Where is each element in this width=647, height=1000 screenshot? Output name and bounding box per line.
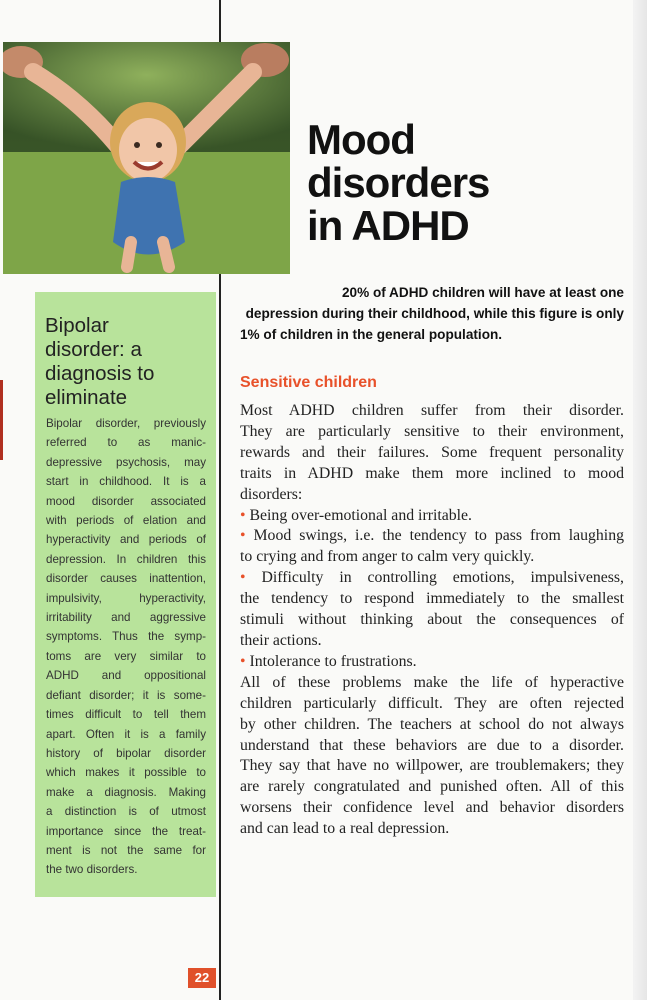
bullet-line <box>240 526 624 547</box>
sidebar-line: defiant disorder; it is some- <box>46 688 206 702</box>
child-swinging-photo <box>3 42 290 274</box>
page-number: 22 <box>188 968 216 988</box>
bullet-text: Difficulty in controlling emotions, impulsiveness, <box>261 569 624 587</box>
body-line: the tendency to respond immediately to the smallest <box>240 590 624 608</box>
body-line: and can lead to a real depression. <box>240 820 450 838</box>
sidebar-line: start in childhood. It is a <box>46 475 206 489</box>
sidebar-title <box>45 314 215 410</box>
body-line: rewards and their failures. Some frequent personality <box>240 443 624 461</box>
bullet-line <box>240 652 624 673</box>
intro-line: 20% of ADHD children will have at least one <box>341 285 624 300</box>
sidebar-line: hyperactivity and periods of <box>46 533 206 547</box>
sidebar-line: disorder causes inattention, <box>46 572 206 586</box>
sidebar-box <box>35 292 216 897</box>
body-line: worsens their confidence level and behavior disorders <box>240 799 624 817</box>
bullet-icon: • <box>240 527 246 545</box>
sidebar-title-line: diagnosis to <box>45 362 155 385</box>
sidebar-line: referred to as manic- <box>46 436 206 450</box>
sidebar-line: impulsivity, hyperactivity, <box>46 591 206 605</box>
bullet-icon: • <box>240 652 246 670</box>
sidebar-line: which makes it possible to <box>46 766 206 780</box>
sidebar-title-line: disorder: a <box>45 338 142 361</box>
sidebar-line: make a diagnosis. Making <box>46 785 206 799</box>
sidebar-line: times difficult to tell them <box>46 708 206 722</box>
sidebar-line: irritability and aggressive <box>46 611 206 625</box>
sidebar-line: symptoms. Thus the symp- <box>46 630 206 644</box>
sidebar-title-line: eliminate <box>45 386 128 409</box>
bullet-text: Intolerance to frustrations. <box>249 652 417 670</box>
bullet-icon: • <box>240 506 246 524</box>
intro-line: depression during their childhood, while this figure is only <box>245 306 624 321</box>
sidebar-line: depression. In children this <box>46 552 206 566</box>
section-body <box>240 401 624 840</box>
photo-illustration <box>3 42 290 274</box>
sidebar-line: a distinction is of utmost <box>46 805 206 819</box>
intro-line: 1% of children in the general population. <box>240 327 503 342</box>
page-title <box>307 118 627 247</box>
body-line: are rarely congratulated and punished often. All of this <box>240 778 624 796</box>
body-line: They are particularly sensitive to their environment, <box>240 422 624 440</box>
body-line: understand that these behaviors are due to a disorder. <box>240 736 624 754</box>
sidebar-title-line: Bipolar <box>45 314 109 337</box>
sidebar-body <box>46 414 206 880</box>
bullet-line <box>240 568 624 589</box>
body-line: by other children. The teachers at school do not always <box>240 715 624 733</box>
bullet-line <box>240 506 624 527</box>
sidebar-line: importance since the treat- <box>46 824 206 838</box>
body-line: They say that have no willpower, are troublemakers; they <box>240 757 624 775</box>
sidebar-line: ADHD and oppositional <box>46 669 206 683</box>
title-line: in ADHD <box>307 202 469 249</box>
body-line: stimuli without thinking about the consequences of <box>240 611 624 629</box>
body-line: Most ADHD children suffer from their disorder. <box>240 402 624 419</box>
bullet-text: Being over-emotional and irritable. <box>249 506 473 524</box>
intro-paragraph <box>240 282 624 345</box>
sidebar-line: toms are very similar to <box>46 649 206 663</box>
sidebar-line: ment is not the same for <box>46 843 206 857</box>
sidebar-line: history of bipolar disorder <box>46 746 206 760</box>
body-line: All of these problems make the life of hyperactive <box>240 673 624 691</box>
sidebar-line: mood disorder associated <box>46 494 206 508</box>
title-line: disorders <box>307 159 490 206</box>
sidebar-line: apart. Often it is a family <box>46 727 206 741</box>
body-line: traits in ADHD make them more inclined to mood <box>240 464 624 482</box>
section-heading: Sensitive children <box>240 374 377 391</box>
sidebar-line: the two disorders. <box>46 863 138 877</box>
title-line: Mood <box>307 116 415 163</box>
sidebar-line: with periods of elation and <box>46 514 206 528</box>
bullet-icon: • <box>240 569 246 587</box>
bullet-text: Mood swings, i.e. the tendency to pass from laughing <box>253 527 624 545</box>
body-line: to crying and from anger to calm very quickly. <box>240 548 535 566</box>
body-line: disorders: <box>240 485 303 503</box>
body-line: children particularly difficult. They are often rejected <box>240 694 624 712</box>
body-line: their actions. <box>240 631 322 649</box>
sidebar-line: Bipolar disorder, previously <box>46 417 206 430</box>
sidebar-line: depressive psychosis, may <box>46 455 206 469</box>
left-edge-mark <box>0 380 3 460</box>
page-edge-shade <box>633 0 647 1000</box>
